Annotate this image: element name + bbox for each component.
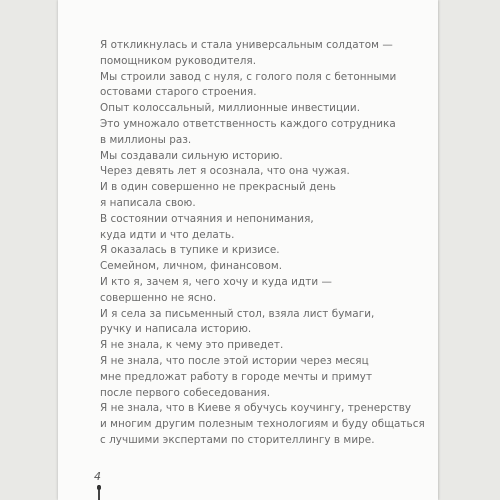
text-line: куда идти и что делать.	[100, 228, 235, 241]
text-line: Я не знала, что после этой истории через месяц	[100, 354, 369, 367]
text-line: Я оказалась в тупике и кризисе.	[100, 244, 280, 257]
text-line: я написала свою.	[100, 196, 196, 209]
text-line: И кто я, зачем я, чего хочу и куда идти —	[100, 275, 332, 288]
page-number: 4	[94, 470, 101, 483]
text-line: В состоянии отчаяния и непонимания,	[100, 212, 314, 225]
text-line: Я откликнулась и стала универсальным солдатом —	[100, 39, 393, 51]
body-text	[100, 38, 430, 449]
text-line: и многим другим полезным технологиям и буду общаться	[100, 418, 425, 431]
text-line: Это умножало ответственность каждого сотрудника	[100, 117, 396, 130]
text-line: помощником руководителя.	[100, 54, 257, 67]
text-line: с лучшими экспертами по сторителлингу в мире.	[100, 433, 375, 446]
text-line: ручку и написала историю.	[100, 323, 252, 336]
text-line: после первого собеседования.	[100, 386, 271, 399]
text-line: в миллионы раз.	[100, 133, 192, 146]
text-line: Я не знала, к чему это приведет.	[100, 339, 284, 352]
text-line: Мы строили завод с нуля, с голого поля с бетонными	[100, 70, 397, 83]
page-marker-icon	[98, 485, 100, 500]
text-line: Семейном, личном, финансовом.	[100, 260, 283, 273]
text-line: совершенно не ясно.	[100, 291, 217, 304]
text-line: И в один совершенно не прекрасный день	[100, 181, 336, 194]
text-line: Я не знала, что в Киеве я обучусь коучингу, тренерству	[100, 402, 412, 415]
text-line: мне предложат работу в городе мечты и примут	[100, 370, 373, 383]
text-line: Через девять лет я осознала, что она чужая.	[100, 165, 350, 178]
text-line: Мы создавали сильную историю.	[100, 149, 283, 162]
text-line: И я села за письменный стол, взяла лист бумаги,	[100, 307, 375, 320]
text-line: Опыт колоссальный, миллионные инвестиции.	[100, 102, 361, 115]
text-line: остовами старого строения.	[100, 86, 257, 99]
book-page	[58, 0, 438, 500]
